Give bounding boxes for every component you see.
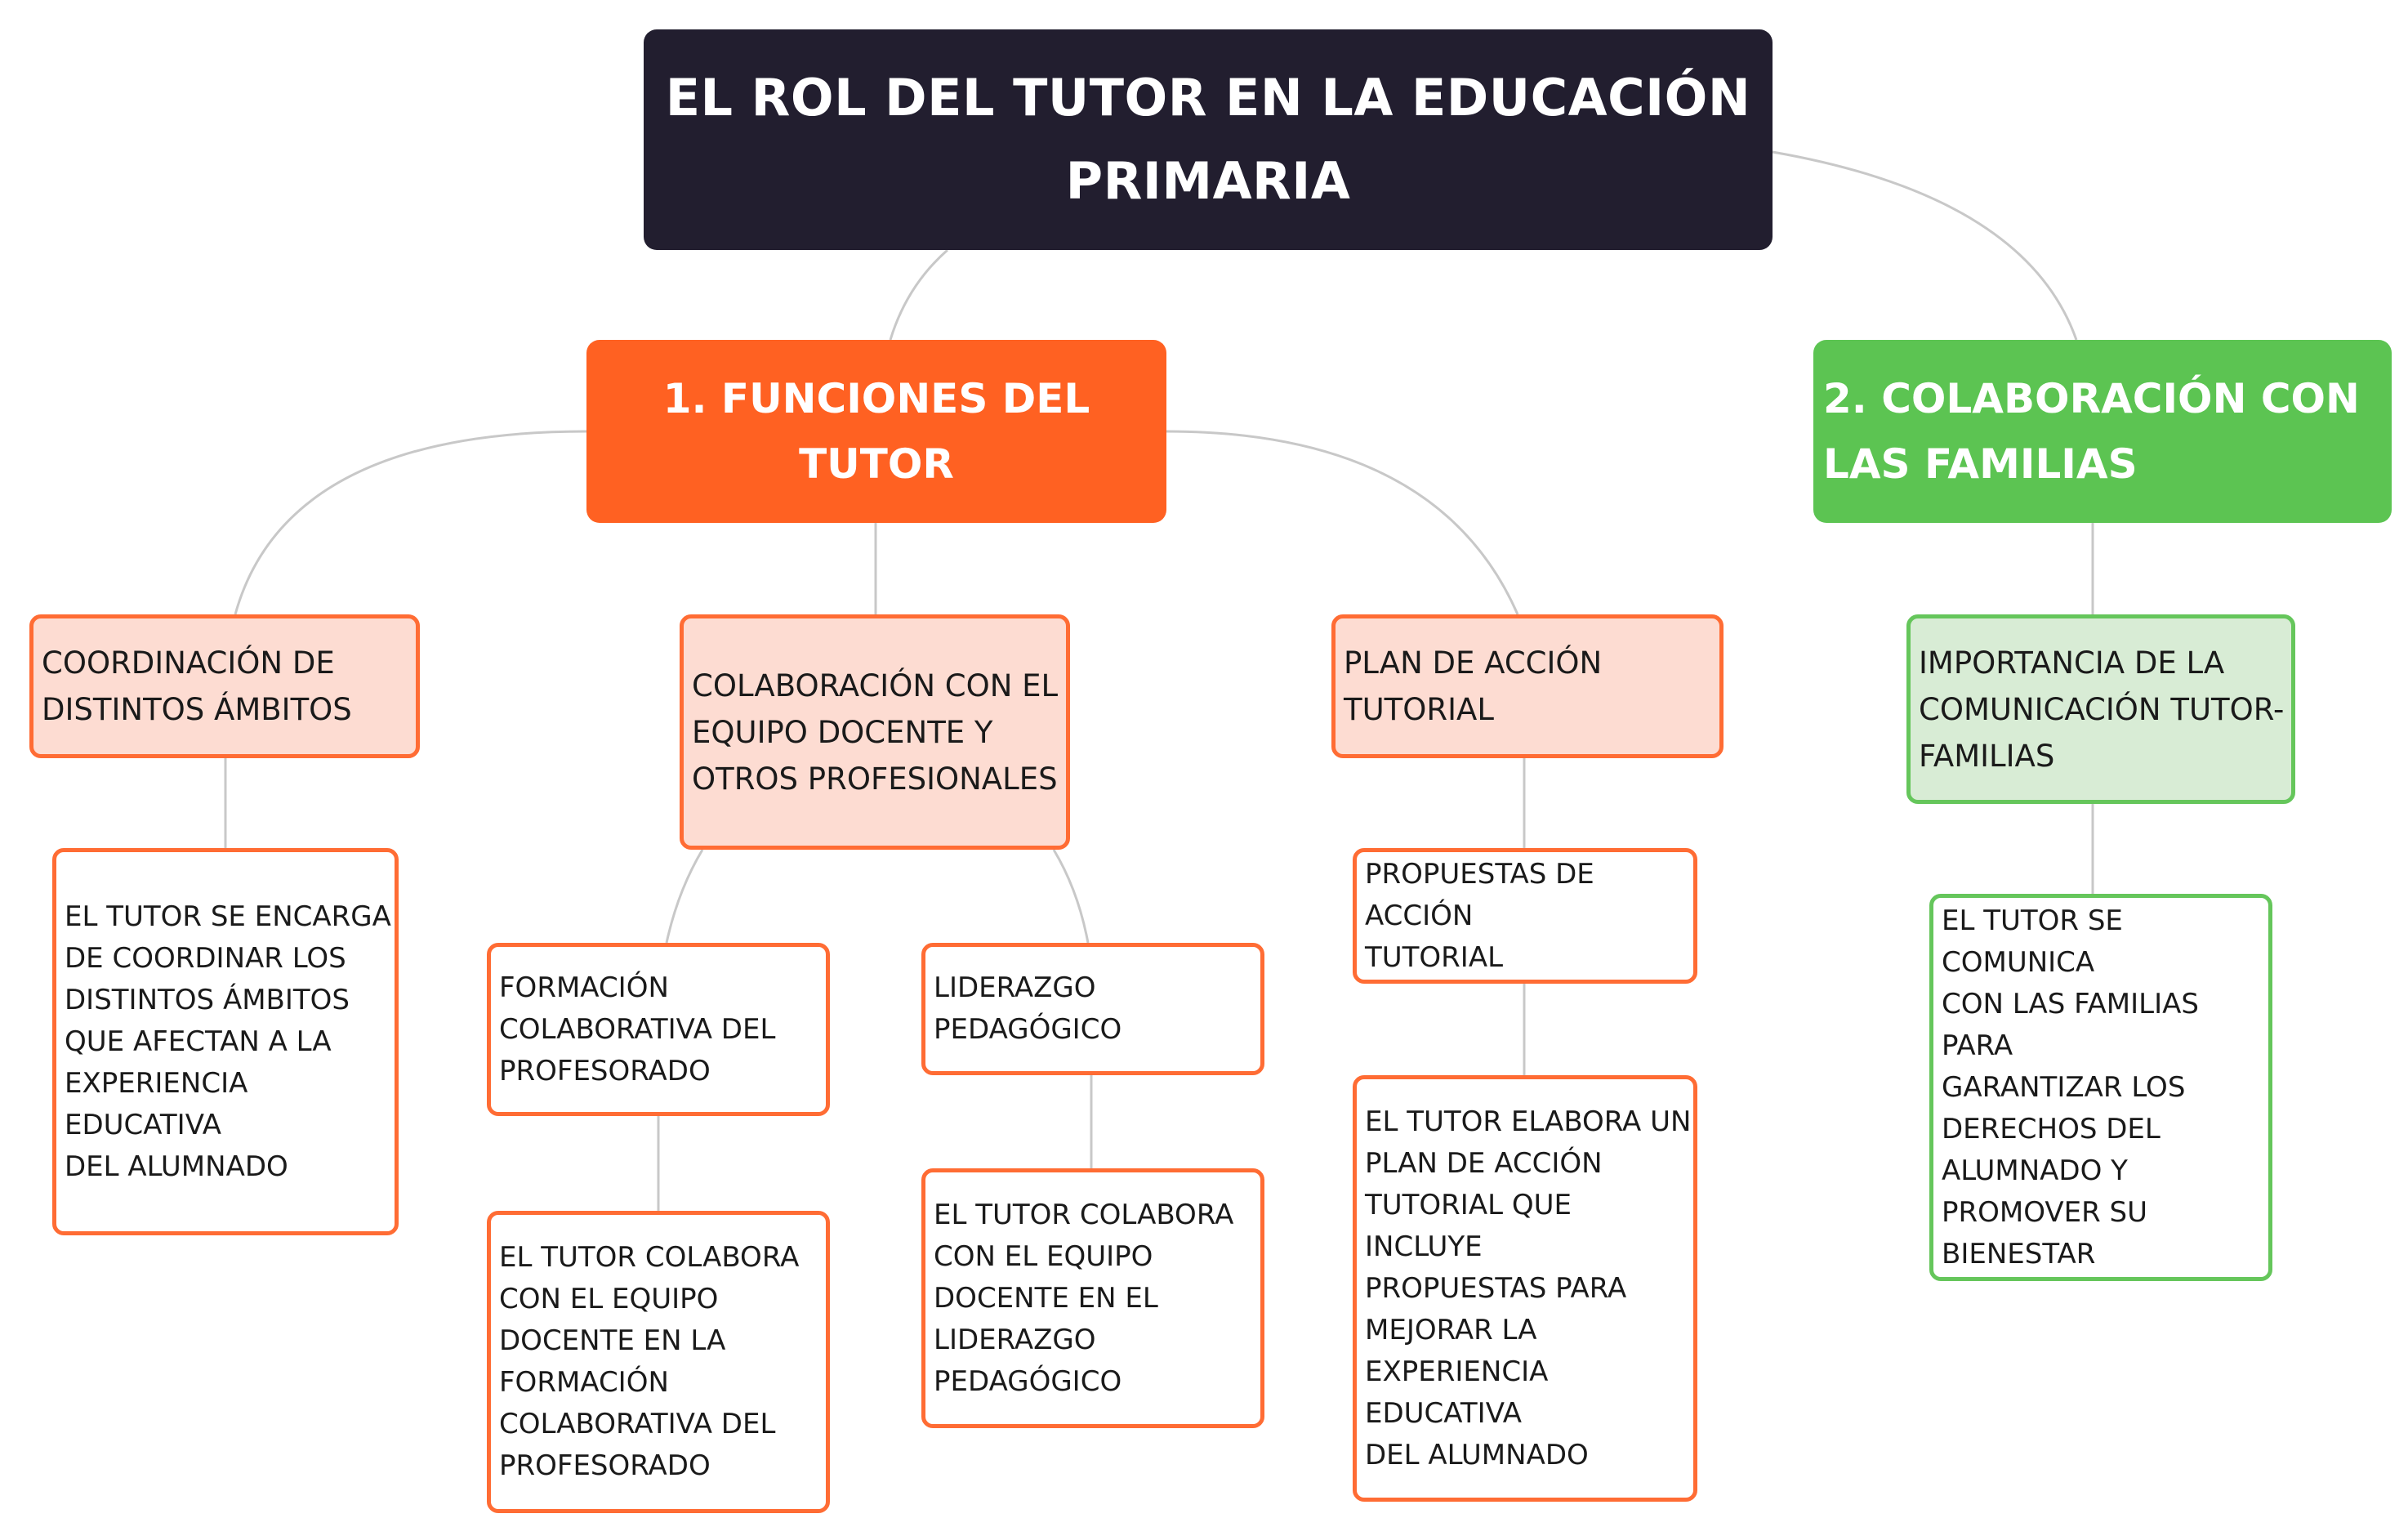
connector-root-to-funciones (890, 250, 948, 340)
connector-colaboracion-to-liderazgo (1054, 850, 1088, 943)
detail-importancia-comunicacion[interactable] (1929, 894, 2272, 1281)
child-label: FORMACIÓN COLABORATIVA DEL PROFESORADO (499, 971, 776, 1087)
detail-text: EL TUTOR COLABORA CON EL EQUIPO DOCENTE EN EL LIDERAZGO PEDAGÓGICO (934, 1198, 1234, 1398)
connector-funciones-to-plan (1166, 431, 1518, 614)
subtopic-label: PLAN DE ACCIÓN TUTORIAL (1344, 645, 1603, 727)
detail-formacion-colaborativa[interactable] (487, 1211, 830, 1513)
detail-liderazgo-pedagogico[interactable] (921, 1168, 1264, 1428)
subtopic-plan-accion[interactable] (1331, 614, 1724, 758)
detail-text: EL TUTOR ELABORA UN PLAN DE ACCIÓN TUTORIAL QUE INCLUYE PROPUESTAS PARA MEJORAR LA EXPERIENCIA EDUCATIVA DEL ALUMNADO (1365, 1105, 1692, 1471)
root-title: EL ROL DEL TUTOR EN LA EDUCACIÓN PRIMARIA (665, 68, 1751, 211)
subtopic-colaboracion-equipo[interactable] (680, 614, 1070, 850)
topic-colaboracion-familias[interactable] (1813, 340, 2392, 523)
detail-text: EL TUTOR SE ENCARGA DE COORDINAR LOS DISTINTOS ÁMBITOS QUE AFECTAN A LA EXPERIENCIA EDUCATIVA DEL ALUMNADO (65, 900, 391, 1183)
connector-root-to-familias (1773, 152, 2076, 340)
child-propuestas-accion[interactable] (1353, 848, 1697, 984)
detail-text: EL TUTOR SE COMUNICA CON LAS FAMILIAS PARA GARANTIZAR LOS DERECHOS DEL ALUMNADO Y PROMOVER SU BIENESTAR (1942, 904, 2199, 1270)
child-label: LIDERAZGO PEDAGÓGICO (934, 971, 1122, 1046)
topic-label: 2. COLABORACIÓN CON LAS FAMILIAS (1823, 375, 2360, 488)
topic-funciones-del-tutor[interactable] (586, 340, 1166, 523)
root-title-node[interactable] (644, 29, 1773, 250)
child-formacion-colaborativa[interactable] (487, 943, 830, 1116)
child-label: PROPUESTAS DE ACCIÓN TUTORIAL (1365, 857, 1594, 974)
subtopic-importancia-comunicacion[interactable] (1906, 614, 2295, 804)
connector-funciones-to-coordinacion (235, 431, 586, 614)
detail-coordinacion[interactable] (52, 848, 399, 1235)
child-liderazgo-pedagogico[interactable] (921, 943, 1264, 1075)
subtopic-coordinacion[interactable] (29, 614, 420, 758)
detail-propuestas-accion[interactable] (1353, 1075, 1697, 1502)
detail-text: EL TUTOR COLABORA CON EL EQUIPO DOCENTE EN LA FORMACIÓN COLABORATIVA DEL PROFESORADO (499, 1241, 800, 1482)
subtopic-label: COLABORACIÓN CON EL EQUIPO DOCENTE Y OTROS PROFESIONALES (692, 668, 1059, 797)
topic-label: 1. FUNCIONES DEL TUTOR (662, 375, 1090, 488)
subtopic-label: IMPORTANCIA DE LA COMUNICACIÓN TUTOR- FAMILIAS (1919, 645, 2285, 774)
connector-colaboracion-to-formacion (667, 850, 702, 943)
subtopic-label: COORDINACIÓN DE DISTINTOS ÁMBITOS (42, 645, 352, 727)
